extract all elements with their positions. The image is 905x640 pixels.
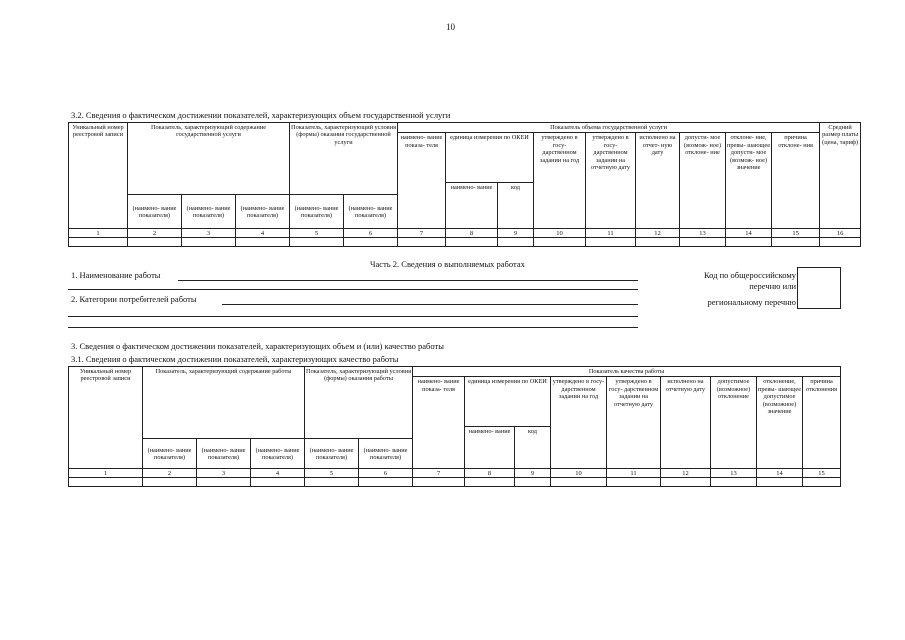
column-number: 6 — [344, 229, 398, 238]
col-conditions-indicator: Показатель, характеризующий условия (формы) оказания работы — [305, 367, 413, 439]
sub-indicator-name: (наимено- вание показателя) — [251, 439, 305, 469]
column-number: 14 — [757, 469, 803, 478]
sub-indicator-name: (наимено- вание показателя) — [290, 195, 344, 229]
column-number: 4 — [236, 229, 290, 238]
table-cell[interactable] — [465, 478, 515, 487]
work-name-label: 1. Наименование работы — [71, 270, 161, 280]
table-row — [69, 238, 861, 247]
table-cell[interactable] — [69, 478, 143, 487]
code-box[interactable] — [797, 267, 841, 309]
column-number: 9 — [515, 469, 551, 478]
sub-indicator-name: (наимено- вание показателя) — [197, 439, 251, 469]
column-number: 11 — [607, 469, 661, 478]
table-cell[interactable] — [143, 478, 197, 487]
col-unit-code: код — [515, 427, 551, 469]
section-3-heading: 3. Сведения о фактическом достижении показателей, характеризующих объем и (или) качество работы — [71, 341, 444, 351]
column-number: 4 — [251, 469, 305, 478]
sub-indicator-name: (наимено- вание показателя) — [143, 439, 197, 469]
table-cell[interactable] — [680, 238, 726, 247]
col-content-indicator: Показатель, характеризующий содержание государственной услуги — [128, 123, 290, 195]
col-done: исполнено на отчетную дату — [661, 377, 711, 469]
col-allowed-deviation: допустимое (возможное) отклонение — [711, 377, 757, 469]
section-3-1-heading: 3.1. Сведения о фактическом достижении показателей, характеризующих качество работы — [71, 354, 399, 364]
table-cell[interactable] — [128, 238, 182, 247]
col-average-fee: Средний размер платы (цена, тариф) — [820, 123, 861, 229]
table-cell[interactable] — [197, 478, 251, 487]
table-cell[interactable] — [820, 238, 861, 247]
col-unit-okei: единица измерения по ОКЕИ — [446, 133, 534, 183]
col-deviation-reason: причина отклоне- ния — [772, 133, 820, 229]
part-2-title: Часть 2. Сведения о выполняемых работах — [370, 259, 525, 269]
col-content-indicator: Показатель, характеризующий содержание работы — [143, 367, 305, 439]
col-unit-name: наимено- вание — [465, 427, 515, 469]
table-cell[interactable] — [398, 238, 446, 247]
table-cell[interactable] — [586, 238, 636, 247]
table-cell[interactable] — [607, 478, 661, 487]
column-number: 9 — [498, 229, 534, 238]
column-number: 13 — [711, 469, 757, 478]
col-approved-date: утверждено в госу- дарственном задании на отчетную дату — [586, 133, 636, 229]
col-group-quality: Показатель качества работы — [413, 367, 841, 377]
col-unique-number: Уникальный номер реестровой записи — [69, 367, 143, 469]
sub-indicator-name: (наимено- вание показателя) — [359, 439, 413, 469]
table-cell[interactable] — [551, 478, 607, 487]
table-cell[interactable] — [498, 238, 534, 247]
column-number: 11 — [586, 229, 636, 238]
col-approved-year: утверждено в госу- дарственном задании на год — [551, 377, 607, 469]
column-number: 13 — [680, 229, 726, 238]
col-approved-date: утверждено в госу- дарственном задании на отчетную дату — [607, 377, 661, 469]
table-cell[interactable] — [344, 238, 398, 247]
table-cell[interactable] — [182, 238, 236, 247]
table-cell[interactable] — [69, 238, 128, 247]
table-cell[interactable] — [413, 478, 465, 487]
table-cell[interactable] — [711, 478, 757, 487]
column-number: 1 — [69, 229, 128, 238]
table-row — [69, 478, 841, 487]
column-number: 15 — [772, 229, 820, 238]
consumers-line-3[interactable] — [68, 327, 638, 328]
column-number: 2 — [128, 229, 182, 238]
consumers-label: 2. Категории потребителей работы — [71, 294, 197, 304]
table-volume-service — [68, 122, 861, 247]
code-label-line3: региональному перечню — [707, 297, 796, 307]
table-cell[interactable] — [236, 238, 290, 247]
col-approved-year: утверждено в госу- дарственном задании на год — [534, 133, 586, 229]
col-conditions-indicator: Показатель, характеризующий условия (формы) оказания государственной услуги — [290, 123, 398, 195]
sub-indicator-name: (наимено- вание показателя) — [236, 195, 290, 229]
table-number-row — [69, 469, 841, 478]
work-name-line[interactable] — [178, 280, 638, 281]
column-number: 8 — [446, 229, 498, 238]
column-number: 14 — [726, 229, 772, 238]
table-number-row — [69, 229, 861, 238]
code-label-line1: Код по общероссийскому — [703, 270, 796, 280]
column-number: 12 — [661, 469, 711, 478]
column-number: 16 — [820, 229, 861, 238]
column-number: 6 — [359, 469, 413, 478]
col-indicator-name: наимено- вание показа- теля — [413, 377, 465, 469]
consumers-line-2[interactable] — [68, 316, 638, 317]
column-number: 5 — [290, 229, 344, 238]
table-cell[interactable] — [446, 238, 498, 247]
col-allowed-deviation: допусти- мое (возмож- ное) отклоне- ние — [680, 133, 726, 229]
page-number: 10 — [446, 22, 455, 32]
table-cell[interactable] — [534, 238, 586, 247]
table-cell[interactable] — [757, 478, 803, 487]
column-number: 1 — [69, 469, 143, 478]
table-cell[interactable] — [726, 238, 772, 247]
section-3-2-heading: 3.2. Сведения о фактическом достижении показателей, характеризующих объем государственной услуги — [71, 110, 451, 120]
column-number: 12 — [636, 229, 680, 238]
column-number: 10 — [534, 229, 586, 238]
work-name-line-2[interactable] — [68, 289, 638, 290]
col-unit-code: код — [498, 183, 534, 229]
table-cell[interactable] — [359, 478, 413, 487]
table-cell[interactable] — [772, 238, 820, 247]
column-number: 3 — [197, 469, 251, 478]
column-number: 7 — [413, 469, 465, 478]
column-number: 7 — [398, 229, 446, 238]
sub-indicator-name: (наимено- вание показателя) — [344, 195, 398, 229]
col-group-volume: Показатель объема государственной услуги — [398, 123, 820, 133]
column-number: 10 — [551, 469, 607, 478]
table-cell[interactable] — [803, 478, 841, 487]
col-exceeding-deviation: отклонение, превы- шающее допустимое (возможное) значение — [757, 377, 803, 469]
sub-indicator-name: (наимено- вание показателя) — [182, 195, 236, 229]
sub-indicator-name: (наимено- вание показателя) — [128, 195, 182, 229]
table-cell[interactable] — [636, 238, 680, 247]
column-number: 8 — [465, 469, 515, 478]
consumers-line[interactable] — [222, 304, 638, 305]
table-cell[interactable] — [290, 238, 344, 247]
table-cell[interactable] — [515, 478, 551, 487]
col-exceeding-deviation: отклоне- ние, превы- шающее допусти- мое (возмож- ное) значение — [726, 133, 772, 229]
column-number: 2 — [143, 469, 197, 478]
col-unique-number: Уникальный номер реестровой записи — [69, 123, 128, 229]
code-label-line2: перечню или — [749, 281, 796, 291]
table-quality-work — [68, 366, 841, 487]
col-unit-name: наимено- вание — [446, 183, 498, 229]
col-indicator-name: наимено- вание показа- теля — [398, 133, 446, 229]
col-done: исполнено на отчет- ную дату — [636, 133, 680, 229]
table-cell[interactable] — [305, 478, 359, 487]
table-cell[interactable] — [251, 478, 305, 487]
column-number: 3 — [182, 229, 236, 238]
col-deviation-reason: причина отклонения — [803, 377, 841, 469]
table-cell[interactable] — [661, 478, 711, 487]
column-number: 15 — [803, 469, 841, 478]
column-number: 5 — [305, 469, 359, 478]
sub-indicator-name: (наимено- вание показателя) — [305, 439, 359, 469]
col-unit-okei: единица измерения по ОКЕИ — [465, 377, 551, 427]
